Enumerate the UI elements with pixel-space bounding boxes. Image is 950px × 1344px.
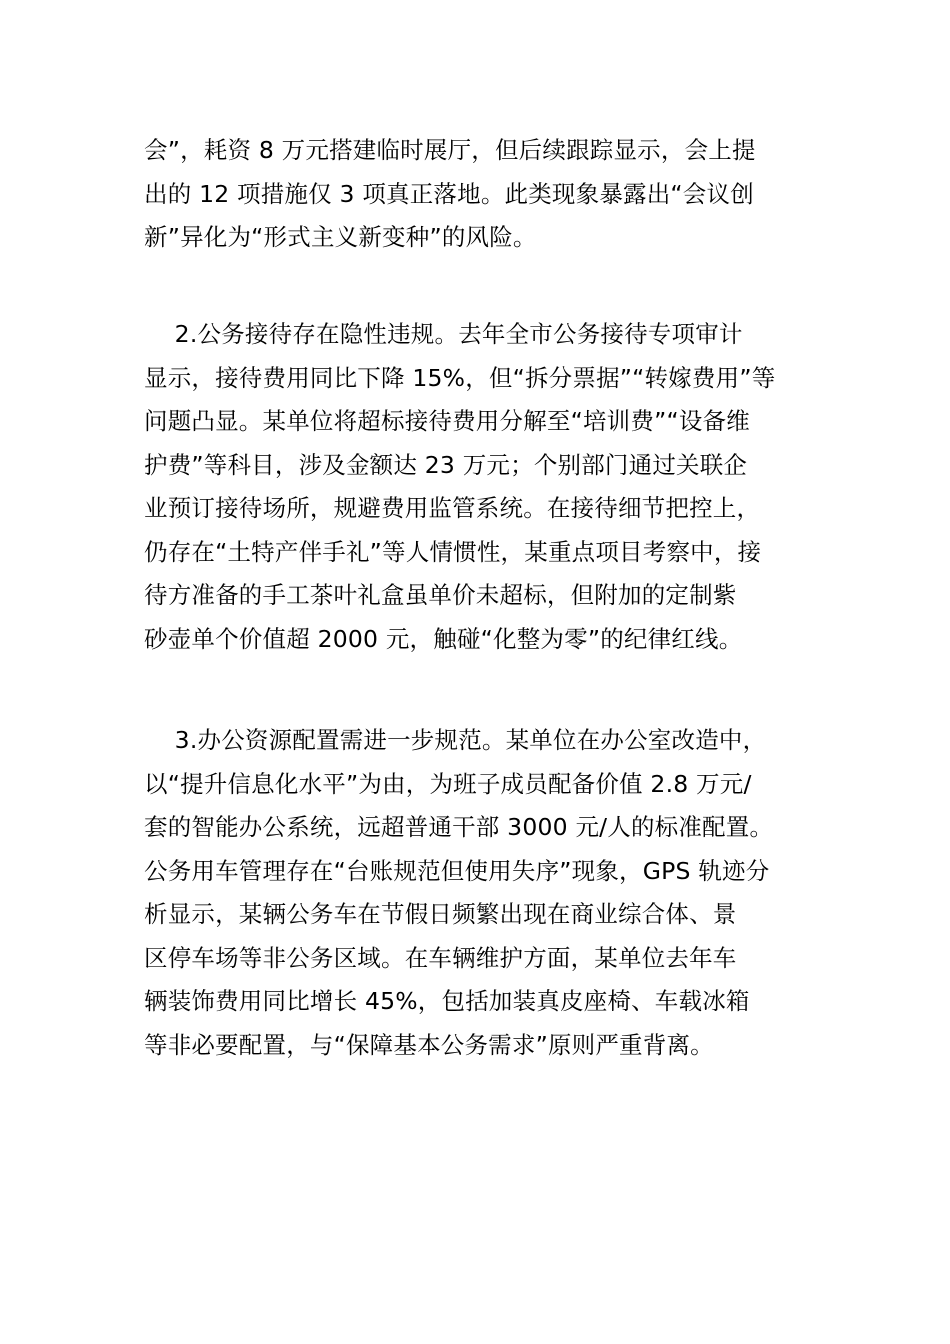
text-line: 问题凸显。某单位将超标接待费用分解至“培训费”“设备维	[144, 407, 750, 435]
text-line: 区停车场等非公务区域。在车辆维护方面，某单位去年车	[144, 943, 737, 972]
text-line: 业预订接待场所，规避费用监管系统。在接待细节把控上，	[144, 494, 761, 522]
text-line: 护费”等科目，涉及金额达 23 万元；个别部门通过关联企	[144, 450, 748, 479]
text-line: 2.公务接待存在隐性违规。去年全市公务接待专项审计	[144, 320, 743, 348]
paragraph-meeting-innovation	[144, 129, 844, 260]
text-line: 等非必要配置，与“保障基本公务需求”原则严重背离。	[144, 1030, 714, 1059]
text-line: 会”，耗资 8 万元搭建临时展厅，但后续跟踪显示，会上提	[144, 136, 756, 164]
text-line: 出的 12 项措施仅 3 项真正落地。此类现象暴露出“会议创	[144, 179, 754, 208]
paragraph-official-reception	[144, 313, 844, 661]
text-line: 待方准备的手工茶叶礼盒虽单价未超标，但附加的定制紫	[144, 581, 737, 609]
text-line: 公务用车管理存在“台账规范但使用失序”现象，GPS 轨迹分	[144, 856, 770, 885]
text-line: 显示，接待费用同比下降 15%，但“拆分票据”“转嫁费用”等	[144, 363, 776, 392]
paragraph-office-resources	[144, 719, 844, 1067]
text-line: 以“提升信息化水平”为由，为班子成员配备价值 2.8 万元/	[144, 769, 752, 798]
text-line: 砂壶单个价值超 2000 元，触碰“化整为零”的纪律红线。	[144, 624, 743, 653]
text-line: 仍存在“土特产伴手礼”等人情惯性，某重点项目考察中，接	[144, 537, 762, 566]
text-line: 析显示，某辆公务车在节假日频繁出现在商业综合体、景	[144, 900, 737, 928]
text-line: 套的智能办公系统，远超普通干部 3000 元/人的标准配置。	[144, 813, 774, 841]
text-line: 3.办公资源配置需进一步规范。某单位在办公室改造中，	[144, 726, 767, 754]
text-line: 新”异化为“形式主义新变种”的风险。	[144, 223, 537, 251]
text-line: 辆装饰费用同比增长 45%，包括加装真皮座椅、车载冰箱	[144, 987, 750, 1015]
